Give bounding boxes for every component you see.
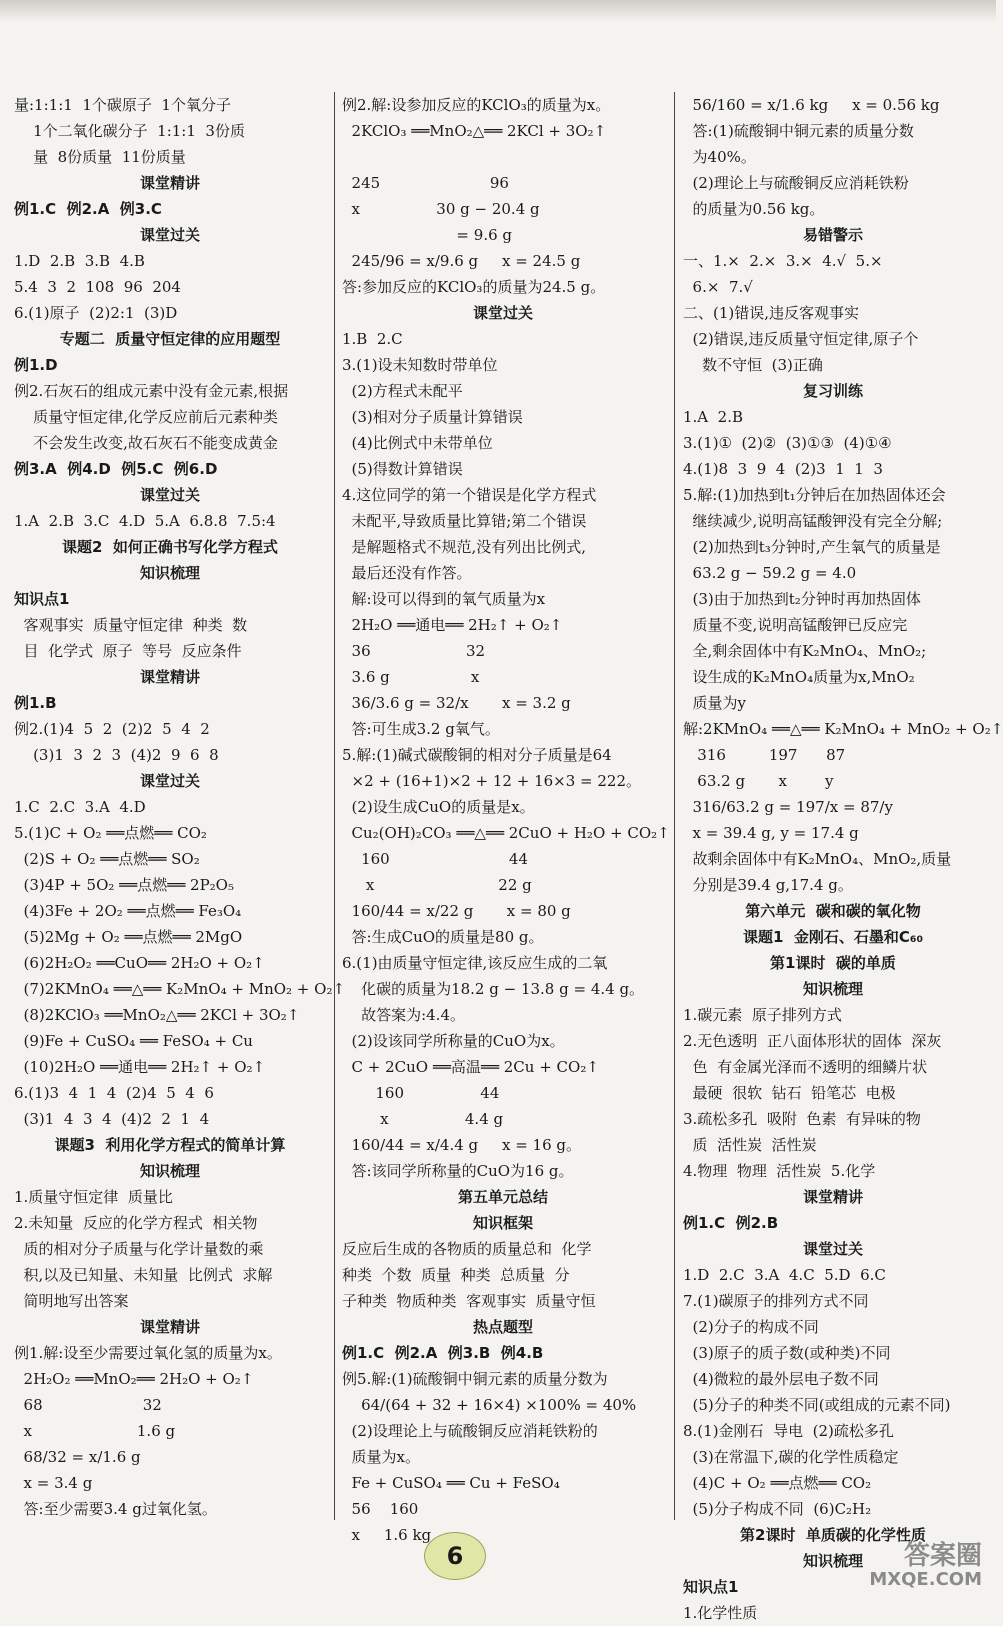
answer-line: 64/(64 + 32 + 16×4) ×100% = 40% [342,1396,637,1414]
section-heading: 课堂精讲 [802,1188,863,1206]
answer-line: (3)原子的质子数(或种类)不同 [683,1344,891,1362]
answer-line: 2.无色透明 正八面体形状的固体 深灰 [683,1032,942,1050]
answer-line: (3)1 3 2 3 (4)2 9 6 8 [14,746,219,764]
answer-line: 故答案为:4.4。 [342,1006,465,1024]
answer-line: 未配平,导致质量比算错;第二个错误 [342,512,587,530]
answer-line: Fe + CuSO₄ ══ Cu + FeSO₄ [342,1474,560,1492]
site-watermark [806,1542,982,1594]
answer-line: 68/32 = x/1.6 g [14,1448,141,1466]
answer-line: 目 化学式 原子 等号 反应条件 [14,642,242,660]
answer-line: 316 197 87 [683,746,846,764]
watermark-main: 答案圈 [903,1541,982,1571]
section-heading: 第五单元总结 [457,1188,548,1206]
answer-line: (3)由于加热到t₂分钟时再加热固体 [683,590,921,608]
answer-line: 6.(1)原子 (2)2:1 (3)D [14,304,178,322]
answer-line: 答:(1)硫酸铜中铜元素的质量分数 [683,122,914,140]
section-heading: 课堂过关 [139,226,200,244]
answer-line: Cu₂(OH)₂CO₃ ══△══ 2CuO + H₂O + CO₂↑ [342,824,670,842]
answer-line: (3)1 4 3 4 (4)2 2 1 4 [14,1110,210,1128]
answer-line: 积,以及已知量、未知量 比例式 求解 [14,1266,273,1284]
answer-line: 不会发生改变,故石灰石不能变成黄金 [14,434,278,452]
answer-line: 2H₂O₂ ══MnO₂══ 2H₂O + O₂↑ [14,1370,254,1388]
answer-line: x = 39.4 g, y = 17.4 g [683,824,859,842]
answer-line: 种类 个数 质量 种类 总质量 分 [342,1266,570,1284]
watermark-sub: MXQE.COM [869,1569,982,1590]
answer-line: 2KClO₃ ══MnO₂△══ 2KCl + 3O₂↑ [342,122,607,140]
answer-line: 例5.解:(1)硫酸铜中铜元素的质量分数为 [342,1370,608,1388]
answer-line: 63.2 g − 59.2 g = 4.0 [683,564,857,582]
answer-line: (6)2H₂O₂ ══CuO══ 2H₂O + O₂↑ [14,954,265,972]
answer-line: 6.(1)由质量守恒定律,该反应生成的二氧 [342,954,608,972]
section-heading: 课堂精讲 [139,174,200,192]
answer-line: x = 3.4 g [14,1474,93,1492]
answer-line: 6.× 7.√ [683,278,753,296]
answer-line: 5.(1)C + O₂ ══点燃══ CO₂ [14,824,207,842]
answer-line: 反应后生成的各物质的质量总和 化学 [342,1240,592,1258]
answer-line: 例1.D [14,356,58,374]
answer-line: (2)理论上与硫酸铜反应消耗铁粉 [683,174,909,192]
answer-line: 简明地写出答案 [14,1292,129,1310]
answer-line: 160/44 = x/22 g x = 80 g [342,902,571,920]
answer-line: x 30 g − 20.4 g [342,200,540,218]
answer-line: (2)分子的构成不同 [683,1318,819,1336]
answer-line: 故剩余固体中有K₂MnO₄、MnO₂,质量 [683,850,952,868]
answer-line: 子种类 物质种类 客观事实 质量守恒 [342,1292,596,1310]
answer-line: (5)分子的种类不同(或组成的元素不同) [683,1396,951,1414]
answer-line: 二、(1)错误,违反客观事实 [683,304,860,322]
answer-line: 解:设可以得到的氧气质量为x [342,590,546,608]
answer-line: 例1.解:设至少需要过氧化氢的质量为x。 [14,1344,282,1362]
answer-line: 为40%。 [683,148,756,166]
answer-line: 答:可生成3.2 g氧气。 [342,720,500,738]
answer-line: 6.(1)3 4 1 4 (2)4 5 4 6 [14,1084,214,1102]
answer-line: 质量为y [683,694,747,712]
answer-line: (2)错误,违反质量守恒定律,原子个 [683,330,919,348]
answer-line: 316/63.2 g = 197/x = 87/y [683,798,893,816]
answer-line: 160 44 [342,850,528,868]
answer-line: (3)相对分子质量计算错误 [342,408,523,426]
answer-line: (4)比例式中未带单位 [342,434,493,452]
answer-line: 化碳的质量为18.2 g − 13.8 g = 4.4 g。 [342,980,645,998]
answer-line: (5)得数计算错误 [342,460,463,478]
answer-line: 例1.C 例2.B [683,1214,779,1232]
answer-line: 答:参加反应的KClO₃的质量为24.5 g。 [342,278,606,296]
answer-line: 3.6 g x [342,668,480,686]
answer-line: (9)Fe + CuSO₄ ══ FeSO₄ + Cu [14,1032,253,1050]
section-heading: 课题1 金刚石、石墨和C₆₀ [742,928,924,946]
answer-line: 2.未知量 反应的化学方程式 相关物 [14,1214,258,1232]
answer-line: 答:生成CuO的质量是80 g。 [342,928,544,946]
answer-line: (2)设生成CuO的质量是x。 [342,798,535,816]
answer-line: (5)2Mg + O₂ ══点燃══ 2MgO [14,928,243,946]
answer-line: x 22 g [342,876,532,894]
answer-line: 继续减少,说明高锰酸钾没有完全分解; [683,512,943,530]
page-top-edge [0,0,996,22]
answer-line: C + 2CuO ══高温══ 2Cu + CO₂↑ [342,1058,599,1076]
answer-line: 3.(1)① (2)② (3)①③ (4)①④ [683,434,892,452]
section-heading: 知识梳理 [139,564,200,582]
answer-column-2 [342,92,670,1544]
answer-line: 3.疏松多孔 吸附 色素 有异味的物 [683,1110,921,1128]
answer-line: 知识点1 [14,590,70,608]
answer-line: 例3.A 例4.D 例5.C 例6.D [14,460,218,478]
answer-line: (4)微粒的最外层电子数不同 [683,1370,879,1388]
answer-line: 一、1.× 2.× 3.× 4.√ 5.× [683,252,883,270]
answer-line: 56/160 = x/1.6 kg x = 0.56 kg [683,96,940,114]
answer-line: 例2.石灰石的组成元素中没有金元素,根据 [14,382,289,400]
answer-line: 36 32 [342,642,486,660]
answer-line: x 1.6 kg [342,1526,432,1544]
answer-line: 4.物理 物理 活性炭 5.化学 [683,1162,876,1180]
answer-line: 答:至少需要3.4 g过氧化氢。 [14,1500,217,1518]
section-heading: 课堂精讲 [139,1318,200,1336]
answer-line: 7.(1)碳原子的排列方式不同 [683,1292,869,1310]
answer-line: 1.质量守恒定律 质量比 [14,1188,173,1206]
answer-line: 质量守恒定律,化学反应前后元素种类 [14,408,278,426]
answer-line: (7)2KMnO₄ ══△══ K₂MnO₄ + MnO₂ + O₂↑ [14,980,346,998]
answer-line: (2)方程式未配平 [342,382,463,400]
answer-line: 1.C 2.C 3.A 4.D [14,798,146,816]
answer-line: 1.D 2.C 3.A 4.C 5.D 6.C [683,1266,886,1284]
answer-line: 5.4 3 2 108 96 204 [14,278,181,296]
answer-line: 1个二氧化碳分子 1:1:1 3份质 [14,122,245,140]
section-heading: 第六单元 碳和碳的氧化物 [745,902,921,920]
answer-line: 色 有金属光泽而不透明的细鳞片状 [683,1058,928,1076]
section-heading: 知识梳理 [802,980,863,998]
answer-line: 245/96 = x/9.6 g x = 24.5 g [342,252,581,270]
page-number: 6 [424,1532,486,1580]
answer-line: 最后还没有作答。 [342,564,472,582]
section-heading: 复习训练 [802,382,863,400]
answer-line: (2)设该同学所称量的CuO为x。 [342,1032,565,1050]
answer-line: 68 32 [14,1396,162,1414]
answer-line: 4.(1)8 3 9 4 (2)3 1 1 3 [683,460,883,478]
answer-line: (2)S + O₂ ══点燃══ SO₂ [14,850,200,868]
answer-line: 56 160 [342,1500,419,1518]
answer-line: 的质量为0.56 kg。 [683,200,825,218]
section-heading: 课堂过关 [802,1240,863,1258]
answer-line: 例2.解:设参加反应的KClO₃的质量为x。 [342,96,611,114]
answer-line: (3)在常温下,碳的化学性质稳定 [683,1448,899,1466]
answer-line: 最硬 很软 钻石 铅笔芯 电极 [683,1084,896,1102]
section-heading: 课题2 如何正确书写化学方程式 [62,538,278,556]
answer-line: 质量为x。 [342,1448,420,1466]
section-heading: 课题3 利用化学方程式的简单计算 [54,1136,286,1154]
answer-line: (2)加热到t₃分钟时,产生氧气的质量是 [683,538,941,556]
answer-line: 知识点1 [683,1578,739,1596]
answer-line: 160/44 = x/4.4 g x = 16 g。 [342,1136,582,1154]
answer-line: (4)3Fe + 2O₂ ══点燃══ Fe₃O₄ [14,902,242,920]
answer-line: 质量不变,说明高锰酸钾已反应完 [683,616,908,634]
answer-line: 例1.C 例2.A 例3.B 例4.B [342,1344,544,1362]
section-heading: 知识梳理 [139,1162,200,1180]
answer-line: 设生成的K₂MnO₄质量为x,MnO₂ [683,668,915,686]
answer-line: 分别是39.4 g,17.4 g。 [683,876,853,894]
answer-line: (4)C + O₂ ══点燃══ CO₂ [683,1474,872,1492]
section-heading: 易错警示 [802,226,863,244]
answer-line: 量 8份质量 11份质量 [14,148,186,166]
answer-line: 数不守恒 (3)正确 [683,356,823,374]
answer-line: x 4.4 g [342,1110,504,1128]
answer-line: 160 44 [342,1084,500,1102]
answer-line: 质的相对分子质量与化学计量数的乘 [14,1240,264,1258]
section-heading: 课堂精讲 [139,668,200,686]
section-heading: 课堂过关 [139,772,200,790]
answer-line: 量:1:1:1 1个碳原子 1个氧分子 [14,96,231,114]
answer-line: (10)2H₂O ══通电══ 2H₂↑ + O₂↑ [14,1058,266,1076]
answer-line: 1.A 2.B [683,408,744,426]
answer-line: 245 96 [342,174,509,192]
answer-line [342,144,664,170]
column-divider-1 [334,92,335,1520]
answer-line: 解:2KMnO₄ ══△══ K₂MnO₄ + MnO₂ + O₂↑ [683,720,1003,738]
answer-line: 答:该同学所称量的CuO为16 g。 [342,1162,574,1180]
answer-line: 例2.(1)4 5 2 (2)2 5 4 2 [14,720,210,738]
answer-line: 例1.B [14,694,57,712]
answer-line: 8.(1)金刚石 导电 (2)疏松多孔 [683,1422,894,1440]
answer-line: 5.解:(1)碱式碳酸铜的相对分子质量是64 [342,746,612,764]
answer-line: 质 活性炭 活性炭 [683,1136,817,1154]
answer-line: 例1.C 例2.A 例3.C [14,200,162,218]
answer-line: 5.解:(1)加热到t₁分钟后在加热固体还会 [683,486,946,504]
answer-line: 1.A 2.B 3.C 4.D 5.A 6.8.8 7.5:4 [14,512,276,530]
answer-line: ×2 + (16+1)×2 + 12 + 16×3 = 222。 [342,772,641,790]
answer-line: 2H₂O ══通电══ 2H₂↑ + O₂↑ [342,616,563,634]
answer-line: 1.化学性质 [683,1604,758,1622]
section-heading: 第1课时 碳的单质 [770,954,896,972]
section-heading: 热点题型 [472,1318,533,1336]
answer-line: (5)分子构成不同 (6)C₂H₂ [683,1500,872,1518]
answer-line: (3)4P + 5O₂ ══点燃══ 2P₂O₅ [14,876,234,894]
section-heading: 第2课时 单质碳的化学性质 [740,1526,926,1544]
section-heading: 知识梳理 [802,1552,863,1570]
answer-line: 1.B 2.C [342,330,403,348]
section-heading: 课堂过关 [139,486,200,504]
answer-line: (8)2KClO₃ ══MnO₂△══ 2KCl + 3O₂↑ [14,1006,300,1024]
section-heading: 专题二 质量守恒定律的应用题型 [59,330,281,348]
answer-line: = 9.6 g [342,226,512,244]
answer-line: 客观事实 质量守恒定律 种类 数 [14,616,248,634]
answer-line: x 1.6 g [14,1422,176,1440]
section-heading: 知识框架 [472,1214,533,1232]
answer-column-1 [14,92,346,1530]
answer-line: 3.(1)设未知数时带单位 [342,356,498,374]
answer-line: 全,剩余固体中有K₂MnO₄、MnO₂; [683,642,927,660]
answer-line: 1.碳元素 原子排列方式 [683,1006,842,1024]
answer-line: (2)设理论上与硫酸铜反应消耗铁粉的 [342,1422,598,1440]
answer-line: 4.这位同学的第一个错误是化学方程式 [342,486,597,504]
column-divider-2 [674,92,675,1520]
answer-line: 1.D 2.B 3.B 4.B [14,252,145,270]
answer-line: 36/3.6 g = 32/x x = 3.2 g [342,694,571,712]
section-heading: 课堂过关 [472,304,533,322]
answer-line: 63.2 g x y [683,772,834,790]
answer-line: 是解题格式不规范,没有列出比例式, [342,538,587,556]
